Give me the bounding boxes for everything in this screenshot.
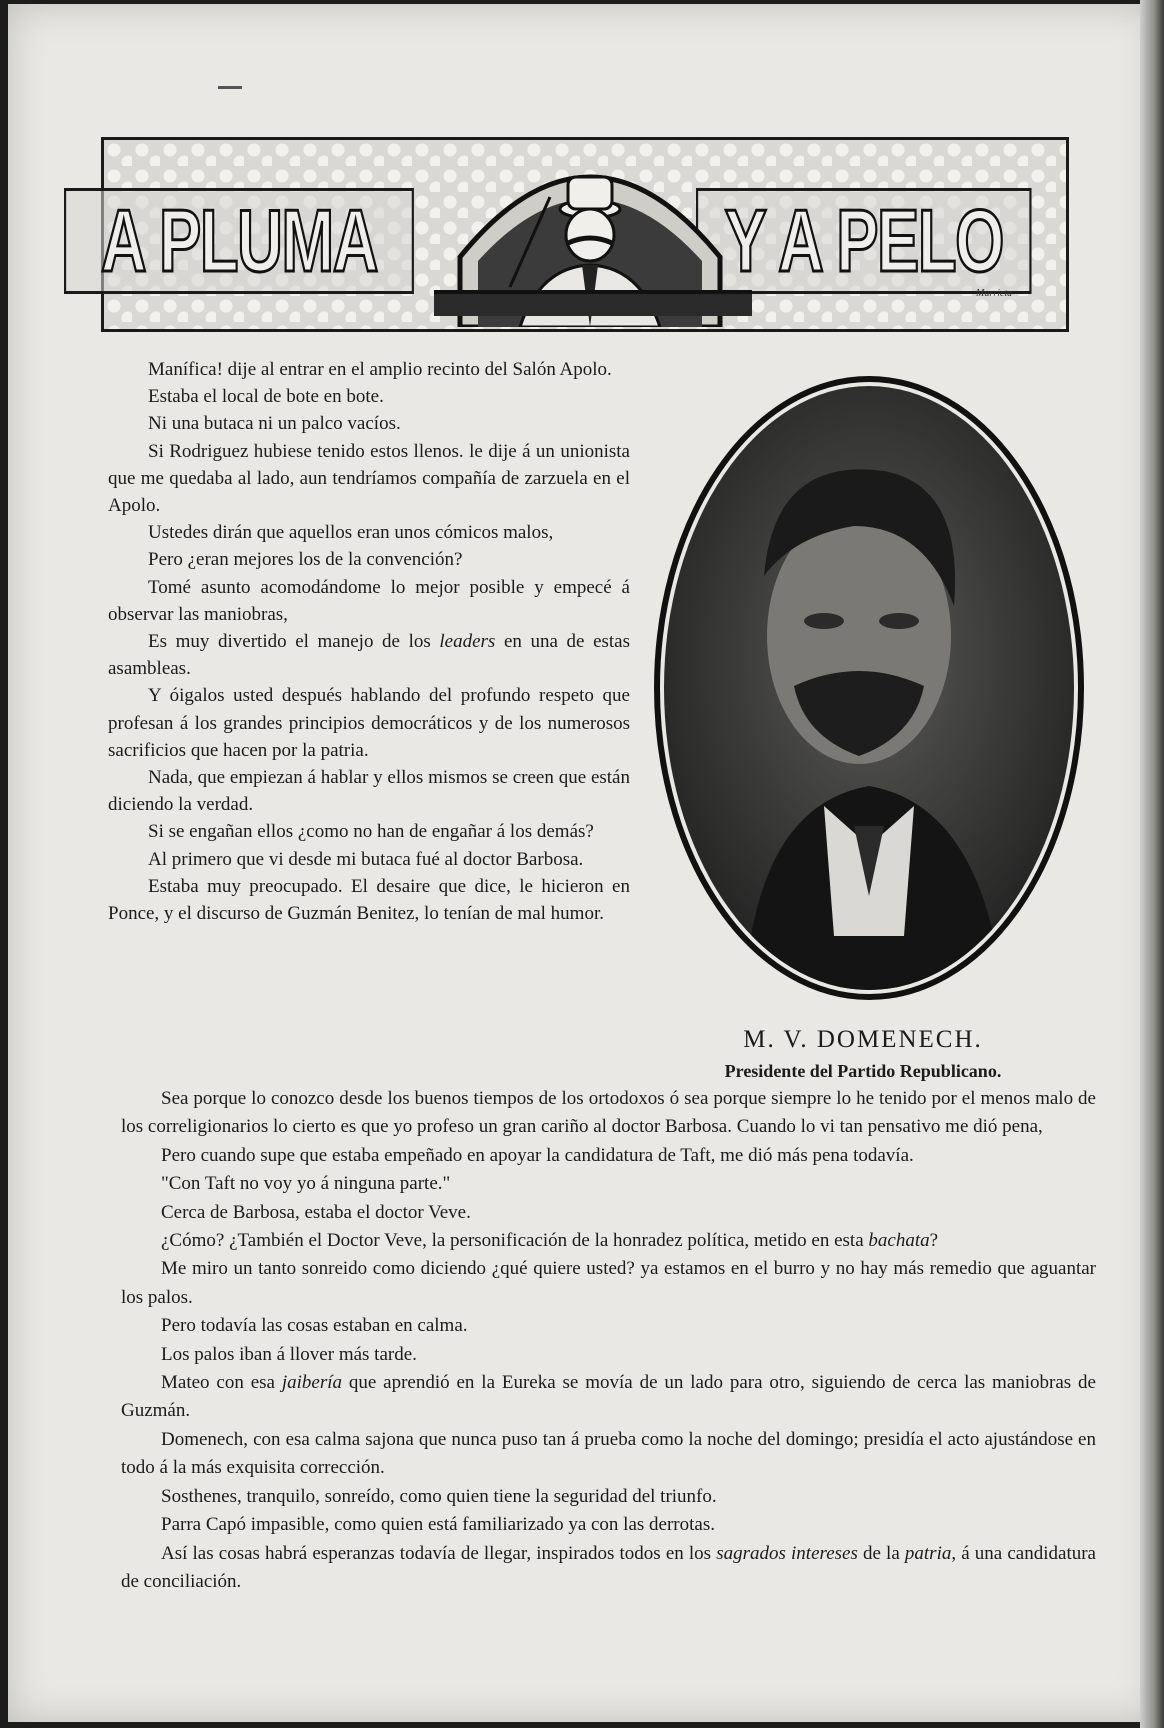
paragraph: Me miro un tanto sonreido como diciendo ¿qué quiere usted? ya estamos en el burro y no hay más remedio que aguantar los palos. <box>121 1258 1096 1308</box>
paragraph: Ustedes dirán que aquellos eran unos cómicos malos, <box>148 522 554 544</box>
italic-term: patria <box>904 1542 952 1564</box>
portrait-caption-name: M. V. DOMENECH. <box>743 1026 983 1053</box>
masthead-title-right: Y A PELO <box>696 188 1032 294</box>
masthead-title-left: A PLUMA <box>64 188 414 294</box>
paragraph: Tomé asunto acomodándome lo mejor posible y empecé á observar las maniobras, <box>108 576 630 625</box>
newspaper-page <box>8 4 1158 1722</box>
article-column-text <box>108 356 630 927</box>
italic-term: bachata <box>868 1230 930 1252</box>
paragraph: Estaba el local de bote en bote. <box>148 386 384 408</box>
paragraph: Sea porque lo conozco desde los buenos tiempos de los ortodoxos ó sea porque siempre lo he tenido por el menos malo de los correligionarios lo cierto es que yo profeso un gran cariño al doctor Barbosa. Cuando lo vi tan pensativo me dió pena, <box>121 1088 1096 1138</box>
paragraph: Pero todavía las cosas estaban en calma. <box>161 1315 468 1337</box>
portrait-caption-role: Presidente del Partido Republicano. <box>724 1061 1002 1081</box>
paragraph: Es muy divertido el manejo de los leaders en una de estas asambleas. <box>108 631 630 680</box>
paragraph: Parra Capó impasible, como quien está familiarizado ya con las derrotas. <box>161 1514 715 1536</box>
masthead-base <box>434 290 752 316</box>
italic-term: leaders <box>439 631 496 653</box>
italic-term: sagrados intereses <box>716 1542 858 1564</box>
decorative-dash <box>218 86 242 89</box>
paragraph: Manífica! dije al entrar en el amplio recinto del Salón Apolo. <box>148 359 612 380</box>
page-edge <box>1140 0 1164 1728</box>
paragraph: Pero cuando supe que estaba empeñado en apoyar la candidatura de Taft, me dió más pena todavía. <box>161 1144 914 1166</box>
italic-term: jaibería <box>281 1372 342 1394</box>
paragraph: Si se engañan ellos ¿como no han de engañar á los demás? <box>148 821 594 843</box>
paragraph: Cerca de Barbosa, estaba el doctor Veve. <box>161 1201 471 1223</box>
paragraph: Estaba muy preocupado. El desaire que dice, le hicieron en Ponce, y el discurso de Guzmán Benitez, lo tenían de mal humor. <box>108 875 630 925</box>
article-full-width-text <box>121 1085 1096 1596</box>
paragraph: Al primero que vi desde mi butaca fué al doctor Barbosa. <box>148 848 584 870</box>
paragraph: Sosthenes, tranquilo, sonreído, como quien tiene la seguridad del triunfo. <box>161 1485 717 1507</box>
paragraph: Así las cosas habrá esperanzas todavía de llegar, inspirados todos en los sagrados intereses de la patria, á una candidatura de conciliación. <box>121 1542 1096 1592</box>
paragraph: Si Rodriguez hubiese tenido estos llenos. le dije á un unionista que me quedaba al lado, aun tendríamos compañía de zarzuela en el Apolo. <box>108 440 630 517</box>
portrait-photo <box>654 376 1084 1000</box>
artist-signature: Murrieta <box>976 288 1013 299</box>
paragraph: ¿Cómo? ¿También el Doctor Veve, la personificación de la honradez política, metido en esta bachata? <box>161 1230 939 1252</box>
paragraph: Nada, que empiezan á hablar y ellos mismos se creen que están diciendo la verdad. <box>108 767 630 816</box>
paragraph: Pero ¿eran mejores los de la convención? <box>148 549 463 571</box>
paragraph: Y óigalos usted después hablando del profundo respeto que profesan á los grandes principios democráticos y de los numerosos sacrificios que hacen por la patria. <box>108 685 630 761</box>
paragraph: Mateo con esa jaibería que aprendió en la Eureka se movía de un lado para otro, siguiendo de cerca las maniobras de Guzmán. <box>121 1372 1096 1422</box>
paragraph: Ni una butaca ni un palco vacíos. <box>148 413 401 435</box>
paragraph: Domenech, con esa calma sajona que nunca puso tan á prueba como la noche del domingo; presidía el acto ajustándose en todo á la más exquisita corrección. <box>121 1428 1096 1479</box>
paragraph: "Con Taft no voy yo á ninguna parte." <box>161 1173 451 1195</box>
masthead-banner <box>101 137 1069 332</box>
paragraph: Los palos iban á llover más tarde. <box>161 1343 417 1365</box>
